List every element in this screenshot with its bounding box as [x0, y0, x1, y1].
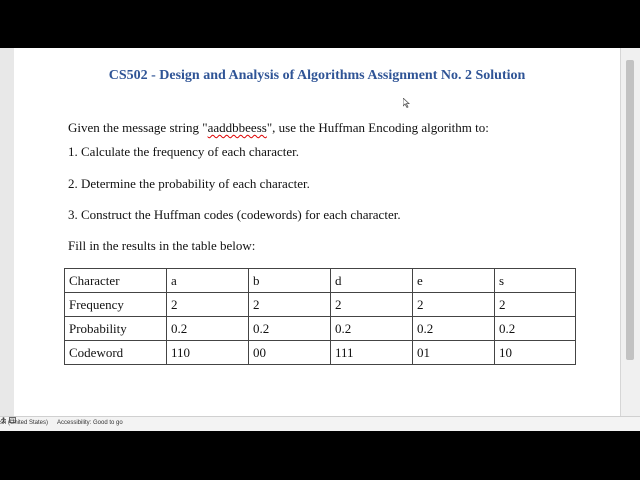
table-row: [65, 293, 576, 317]
row-label-frequency[interactable]: Frequency: [65, 293, 167, 317]
step-3: 3. Construct the Huffman codes (codewords) for each character.: [68, 207, 401, 222]
language-indicator[interactable]: sh (United States): [0, 420, 49, 426]
intro-text-before: Given the message string ": [68, 120, 208, 135]
table-cell[interactable]: b: [249, 269, 331, 293]
document-title: CS502 - Design and Analysis of Algorithms Assignment No. 2 Solution: [108, 68, 526, 83]
table-cell[interactable]: a: [167, 269, 249, 293]
table-cell[interactable]: 0.2: [413, 317, 495, 341]
mouse-pointer-icon: [403, 98, 411, 108]
table-row: [65, 317, 576, 341]
table-cell[interactable]: 0.2: [331, 317, 413, 341]
table-cell[interactable]: 0.2: [495, 317, 576, 341]
table-cell[interactable]: 00: [249, 341, 331, 365]
step-2: 2. Determine the probability of each character.: [68, 176, 310, 191]
scrollbar-thumb[interactable]: [626, 60, 634, 360]
table-cell[interactable]: 2: [413, 293, 495, 317]
table-cell[interactable]: 111: [331, 341, 413, 365]
table-cell[interactable]: 2: [167, 293, 249, 317]
fill-instruction: Fill in the results in the table below:: [68, 238, 256, 253]
status-bar: [0, 416, 640, 431]
intro-text-after: ", use the Huffman Encoding algorithm to:: [266, 120, 489, 135]
table-cell[interactable]: 2: [249, 293, 331, 317]
table-cell[interactable]: 2: [495, 293, 576, 317]
table-cell[interactable]: 01: [413, 341, 495, 365]
table-cell[interactable]: 2: [331, 293, 413, 317]
row-label-codeword[interactable]: Codeword: [65, 341, 167, 365]
table-cell[interactable]: 0.2: [167, 317, 249, 341]
results-table: [64, 268, 576, 365]
row-label-probability[interactable]: Probability: [65, 317, 167, 341]
table-cell[interactable]: s: [495, 269, 576, 293]
table-row: [65, 341, 576, 365]
table-cell[interactable]: d: [331, 269, 413, 293]
table-cell[interactable]: 10: [495, 341, 576, 365]
intro-paragraph: [68, 120, 489, 136]
table-cell[interactable]: 0.2: [249, 317, 331, 341]
table-cell[interactable]: e: [413, 269, 495, 293]
word-window: [0, 48, 640, 430]
step-1: 1. Calculate the frequency of each character.: [68, 144, 299, 159]
table-row: [65, 269, 576, 293]
document-page[interactable]: [14, 48, 620, 416]
row-label-character[interactable]: Character: [65, 269, 167, 293]
misspelled-word[interactable]: aaddbbeess: [207, 120, 267, 135]
accessibility-status[interactable]: Accessibility: Good to go: [57, 420, 123, 426]
table-cell[interactable]: 110: [167, 341, 249, 365]
